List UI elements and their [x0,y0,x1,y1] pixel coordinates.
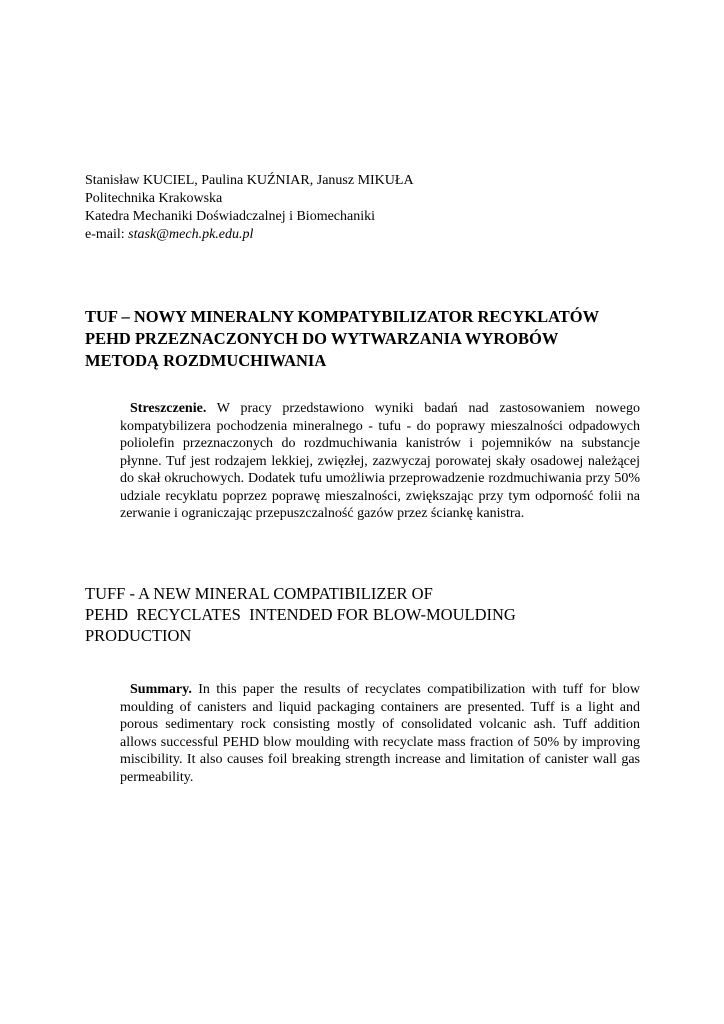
title-polish-line: PEHD PRZEZNACZONYCH DO WYTWARZANIA WYROBÓW [85,329,559,348]
title-english-line: PEHD RECYCLATES INTENDED FOR BLOW-MOULDING [85,605,516,624]
title-polish [85,306,645,372]
author-block [85,172,414,244]
abstract-english-text: In this paper the results of recyclates compatibilization with tuff for blow moulding of canisters and liquid packaging containers are presented. Tuff is a light and porous sedimentary rock consisting mostly of consolidated volcanic ash. Tuff addition allows successful PEHD blow moulding with recyclate mass fraction of 50% by improving miscibility. It also causes foil breaking strength increase and limitation of canister wall gas permeability. [120,682,640,785]
abstract-polish [120,400,640,523]
affiliation-university: Politechnika Krakowska [85,191,223,206]
email-label: e-mail: [85,227,129,242]
affiliation-department: Katedra Mechaniki Doświadczalnej i Biomechaniki [85,209,376,224]
abstract-english-label: Summary. [130,682,192,697]
abstract-polish-text: W pracy przedstawiono wyniki badań nad zastosowaniem nowego kompatybilizera pochodzenia mineralnego - tufu - do poprawy mieszalności odpadowych poliolefin przeznaczonych do rozdmuchiwania kanistrów i pojemników na substancje płynne. Tuf jest rodzajem lekkiej, zwięzłej, zazwyczaj porowatej skały osadowej należącej do skał okruchowych. Dodatek tufu umożliwia przeprowadzenie rozdmuchiwania przy 50% udziale recyklatu poprzez poprawę mieszalności, zwiększając przy tym odporność folii na zerwanie i ograniczając przepuszczalność gazów przez ściankę kanistra. [120,401,640,521]
author-names: Stanisław KUCIEL, Paulina KUŹNIAR, Janusz MIKUŁA [85,173,414,188]
abstract-polish-label: Streszczenie. [130,401,207,416]
email-address[interactable]: stask@mech.pk.edu.pl [128,227,254,242]
title-polish-line: TUF – NOWY MINERALNY KOMPATYBILIZATOR RECYKLATÓW [85,307,600,326]
title-polish-line: METODĄ ROZDMUCHIWANIA [85,351,327,370]
title-english [85,583,645,646]
title-english-line: PRODUCTION [85,626,192,645]
email-line [85,226,414,244]
title-english-line: TUFF - A NEW MINERAL COMPATIBILIZER OF [85,584,433,603]
abstract-english [120,681,640,786]
